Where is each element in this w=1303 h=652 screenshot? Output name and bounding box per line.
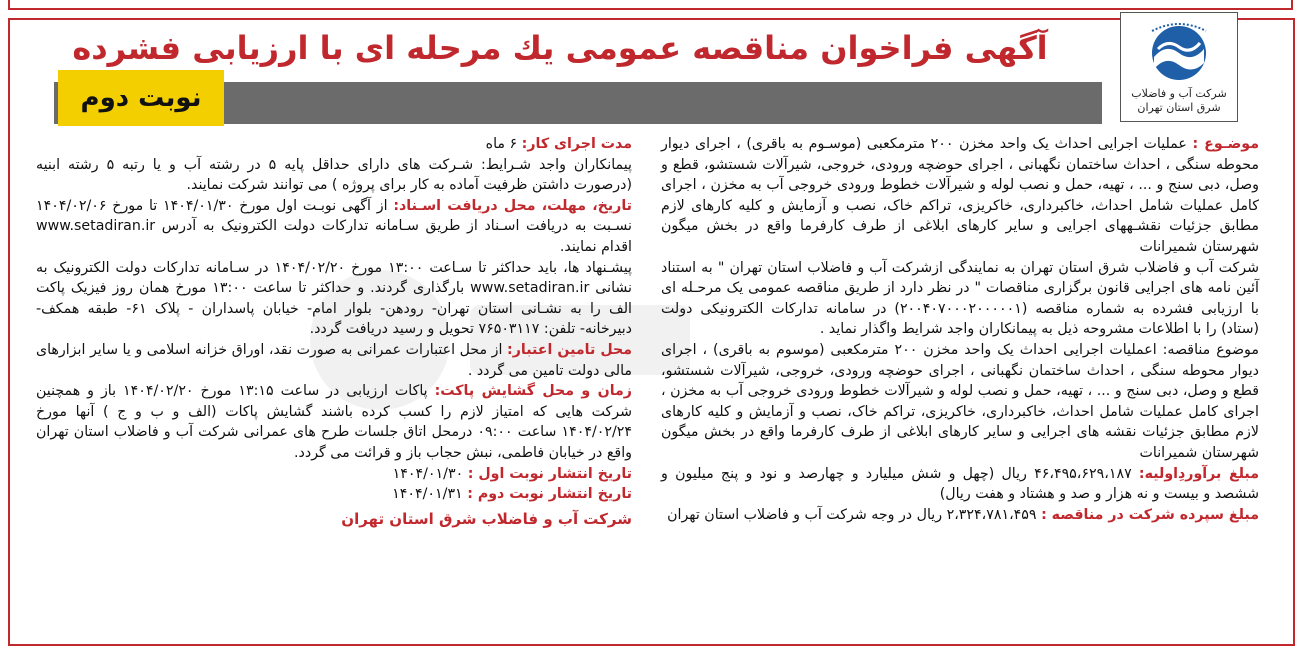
conditions-paragraph: پیمانکاران واجد شـرایط: شـرکت های دارای حداقل پایه ۵ در رشته آب و یا رتبه ۵ رشته ابنیه (درصورت داشتن ظرفیت آماده به کار برای پروژه ) می توانند شرکت نمایند. [36, 156, 632, 194]
subject-text: عملیات اجرایی احداث یک واحد مخزن ۲۰۰ مترمکعبی (موسـوم به باقری) ، اجرای دیوار محوطه سنگی ، احداث ساختمان نگهبانی ، اجرای حوضچه ورودی، خروجی، شیرآلات شستشو، قطع و وصل، دبی سنج و ... ، تهیه، حمل و نصب لوله و شیرآلات خطوط ورودی خروجی آب به مخزن ، اجرای کامل عملیات شامل احداث، خاکبرداری، خاکریزی، تراکم خاک، نصب و آزمایش و کلیه کارهای لازم مطابق جزئیات نقشـههای اجرایی و سایر کارهای ابلاغی از طرف کارفرما واقع در بخش میگون شهرستان شمیرانات [661, 136, 1259, 255]
duration-text: ۶ ماه [485, 136, 518, 152]
water-company-logo-icon [1144, 19, 1214, 83]
company-name [1121, 87, 1237, 115]
tender-subject-paragraph: موضوع مناقصه: اعملیات اجرایی احداث یک واحد مخزن ۲۰۰ مترمکعبی (موسوم به باقری) ، اجرای دیوار محوطه سنگی ، احداث ساختمان نگهبانی ، اجرای حوضچه ورودی، خروجی، شیرآلات شستشو، قطع و وصل، دبی سنج و ... ، تهیه، حمل و نصب لوله و شیرآلات خطوط ورودی خروجی آب به مخزن ، اجرای کامل عملیات شامل احداث، خاکبرداری، خاکریزی، تراکم خاک، نصب و آزمایش و کلیه کارهای لازم مطابق جزئیات نقشه های اجرایی و سایر کارهای ابلاغی از طرف کارفرما واقع در بخش میگون شهرستان شمیرانات [661, 341, 1259, 461]
funding-text: از محل اعتبارات عمرانی به صورت نقد، اوراق خزانه اسلامی و یا سایر ابزارهای مالی دولت تامین می گردد . [36, 341, 632, 379]
company-name-line1: شرکت آب و فاضلاب [1131, 87, 1227, 100]
publication-first-date: ۱۴۰۴/۰۱/۳۰ [392, 465, 464, 482]
funding-label: محل تامین اعتبار: [507, 341, 632, 358]
deposit-text: ۲،۳۲۴،۷۸۱،۴۵۹ ریال در وجه شرکت آب و فاضلاب استان تهران [667, 506, 1037, 523]
publication-round-badge: نوبت دوم [58, 70, 224, 126]
publication-second-label: تاریخ انتشار نوبت دوم : [467, 486, 632, 503]
publication-second-paragraph [36, 484, 632, 505]
publication-first-paragraph [36, 464, 632, 485]
signature: شرکت آب و فاضلاب شرق استان تهران [341, 509, 632, 528]
top-border-strip [8, 0, 1293, 10]
duration-label: مدت اجرای کار: [521, 136, 632, 152]
right-column [661, 134, 1259, 525]
docs-label: تاریخ، مهلت، محل دریافت اسـناد: [393, 197, 632, 214]
estimate-text: ۴۶،۴۹۵،۶۲۹،۱۸۷ ریال (چهل و شش میلیارد و چهارصد و نود و پنج میلیون و ششصد و بیست و نه هزار و صد و هشتاد و هفت ریال) [661, 465, 1259, 503]
deposit-label: مبلغ سپرده شرکت در مناقصه : [1041, 506, 1259, 523]
subject-label: موضـوع : [1192, 136, 1259, 152]
intro-paragraph: شرکت آب و فاضلاب شرق استان تهران به نمایندگی ازشرکت آب و فاضلاب استان تهران " به استناد آئین نامه های اجرایی قانون برگزاری مناقصات " در نظر دارد از طریق مناقصه عمومی یک مرحـله ای با ارزیابی فشرده به شماره مناقصه (۲۰۰۴۰۷۰۰۰۲۰۰۰۰۰۱) در سامانه تدارکات الکترونیکی دولت (ستاد) را با اطلاعات مشروحه ذیل به پیمانکاران واجد شرایط واگذار نماید . [661, 259, 1259, 338]
docs-text: از آگهی نوبـت اول مورخ ۱۴۰۴/۰۱/۳۰ تا مورخ ۱۴۰۴/۰۲/۰۶ نسـبت به دریافت اسـناد از طریق سـامانه تدارکات دولت الکترونیک به آدرس www.setadiran.ir اقدام نمایند. [36, 197, 632, 255]
opening-paragraph [36, 381, 632, 463]
docs-paragraph [36, 196, 632, 258]
duration-paragraph [36, 134, 632, 155]
estimate-paragraph [661, 464, 1259, 505]
left-column [36, 134, 632, 529]
subject-paragraph [661, 134, 1259, 258]
proposals-paragraph: پیشـنهاد ها، باید حداکثر تا سـاعت ۱۳:۰۰ مورخ ۱۴۰۴/۰۲/۲۰ در سـامانه تدارکات دولت الکترونیک به نشانی www.setadiran.ir بارگذاری گردند. و حداکثر تا ساعت ۱۳:۰۰ مورخ همان روز فیزیک پاکت الف را به نشـانی استان تهران- رودهن- بلوار امام- خیابان پاسداران - پلاک ۶۱- طبقه همکف- دبیرخانه- تلفن: ۷۶۵۰۳۱۱۷ تحویل و رسید دریافت گردد. [36, 259, 633, 338]
deposit-paragraph [661, 505, 1259, 526]
publication-first-label: تاریخ انتشار نوبت اول : [467, 465, 632, 482]
company-logo-box [1120, 12, 1238, 122]
company-name-line2: شرق استان تهران [1137, 101, 1221, 114]
publication-second-date: ۱۴۰۴/۰۱/۳۱ [392, 486, 463, 503]
estimate-label: مبلغ برآوردِاولیه: [1138, 465, 1259, 482]
ad-title: آگهی فراخوان مناقصه عمومی یك مرحله ای با ارزیابی فشرده [72, 29, 1048, 67]
opening-label: زمان و محل گشایش پاکت: [434, 383, 632, 400]
opening-text: پاکات ارزیابی در ساعت ۱۳:۱۵ مورخ ۱۴۰۴/۰۲/۲۰ باز و همچنین شرکت هایی که امتیاز لازم را کسب کرده باشند گشایش پاکات (الف و ب و ج ) آنها مورخ ۱۴۰۴/۰۲/۲۴ ساعت ۰۹:۰۰ درمحل اتاق جلسات طرح های عمرانی شرکت آب و فاضلاب استان تهران واقع در خیابان فاطمی، نبش حجاب باز و قرائت می گردد. [36, 383, 632, 461]
funding-paragraph [36, 340, 632, 381]
